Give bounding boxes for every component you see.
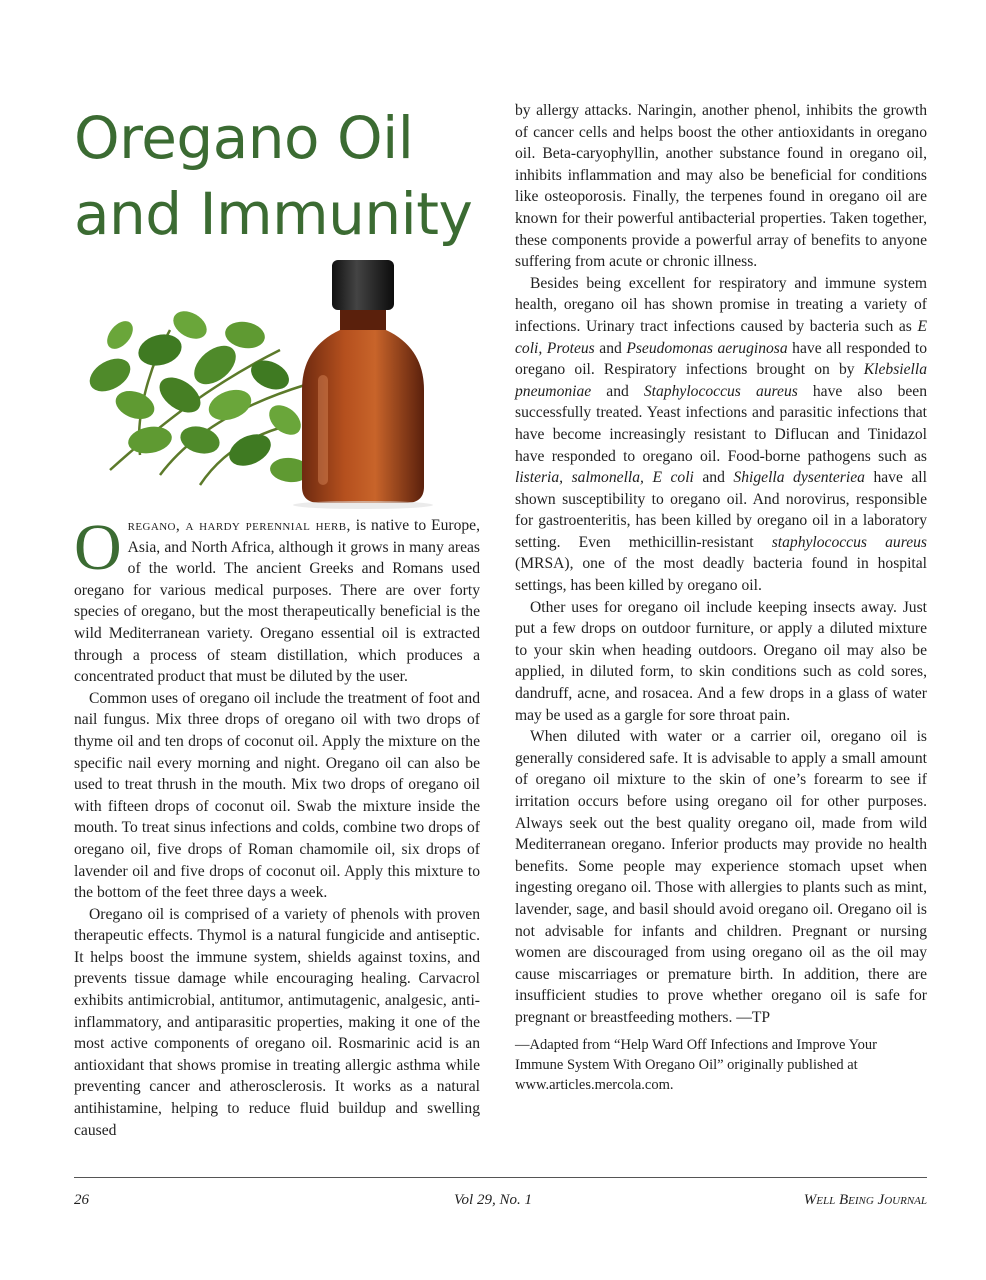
italic-term: Klebsiella pneumoniae [515,361,927,400]
italic-term: Pseudomonas aeruginosa [626,339,788,357]
oregano-oil-photo [40,255,480,510]
footer-rule [74,1177,927,1178]
paragraph-infections [515,273,927,597]
text-run: and [594,339,627,357]
amber-oil-bottle [302,260,424,503]
title-line-2: and Immunity [74,180,473,248]
text-run: (MRSA), one of the most deadly bacteria found in hospital settings, has been killed by oregano oil. [515,555,927,595]
text-run: and [591,382,644,400]
page-number: 26 [74,1192,89,1208]
paragraph-uses: Common uses of oregano oil include the treatment of foot and nail fungus. Mix three drops of oregano oil with two drops of thyme oil and ten drops of coconut oil. Apply the mixture on the specific nail every morning and night. Oregano oil can also be used to treat thrush in the mouth. Mix two drops of oregano oil with fifteen drops of coconut oil. Swab the mixture inside the mouth. To treat sinus infections and colds, combine two drops of oregano oil, five drops of Roman chamomile oil, six drops of lavender oil and five drops of coconut oil. Apply this mixture to the bottom of the feet three days a week. [74,689,480,902]
text-run: have all responded to oregano oil. Respiratory infections brought on by [515,339,927,379]
italic-term: Shigella dysenteriea [733,469,865,487]
lead-in: regano, a hardy perennial herb, [127,517,351,534]
text-run: have also been successfully treated. Yeast infections and parasitic infections that have become increasingly resistant to Diflucan and Tinidazol have responded to oregano oil. Food-borne pathogens such as [515,382,928,465]
paragraph-continued: by allergy attacks. Naringin, another phenol, inhibits the growth of cancer cells and helps boost the other antioxidants in oregano oil. Beta-caryophyllin, another substance found in oregano oil, inhibits inflammation and may also be beneficial for conditions like osteoporosis. Finally, the terpenes found in oregano oil are known for their powerful antibacterial properties. Taken together, these components provide a powerful array of benefits to anyone suffering from acute or chronic illness. [515,102,927,271]
italic-term: E coli, Proteus [515,317,927,357]
intro-text: is native to Europe, Asia, and North Africa, although it grows in many areas of the world. The ancient Greeks and Romans used oregano for various medical purposes. There are over forty species of oregano, but the most therapeutically beneficial is the wild Mediterranean variety. Oregano essential oil is extracted through a process of steam distillation, which produces a concentrated product that must be diluted by the user. [74,517,481,686]
intro-paragraph [74,511,481,688]
paragraph-safety: When diluted with water or a carrier oil, oregano oil is generally considered safe. It is advisable to apply a small amount of oregano oil mixture to the skin of one’s forearm to see if irritation occurs before using oregano oil for other purposes. Always seek out the best quality oregano oil, made from wild Mediterranean oregano. Inferior products may provide no health benefits. Some people may experience stomach upset when ingesting oregano oil. Those with allergies to plants such as mint, lavender, sage, and basil should avoid oregano oil. Oregano oil is not advisable for infants and children. Pregnant or nursing women are discouraged from using oregano oil as the oil may cause miscarriages or premature birth. In addition, there are insufficient studies to prove whether oregano oil is safe for pregnant or breastfeeding mothers. —TP [515,728,927,1026]
italic-term: listeria, salmonella, E coli [515,469,694,487]
italic-term: Staphylococcus aureus [643,382,798,400]
article-title [74,100,472,252]
text-run: Besides being excellent for respiratory and immune system health, oregano oil has shown promise in treating a variety of infections. Urinary tract infections caused by bacteria such as [515,274,927,335]
italic-term: staphylococcus aureus [771,533,927,551]
source-credit: —Adapted from “Help Ward Off Infections and Improve Your Immune System With Oregano Oil” originally published at www.articles.mercola.com. [515,1036,877,1093]
journal-name: Well Being Journal [803,1192,927,1208]
paragraph-phenols: Oregano oil is comprised of a variety of phenols with proven therapeutic effects. Thymol is a natural fungicide and antiseptic. It helps boost the immune system, shields against toxins, and prevents tissue damage while encouraging healing. Carvacrol exhibits antimicrobial, antitumor, antimutagenic, analgesic, anti-inflammatory, and antiparasitic properties, making it one of the most active components of oregano oil. Rosmarinic acid is an antioxidant that shows promise in treating allergic asthma while preventing cancer and atherosclerosis. It works as a natural antihistamine, helping to reduce fluid buildup and swelling caused [74,905,480,1139]
right-column [515,100,927,1095]
paragraph-other-uses: Other uses for oregano oil include keeping insects away. Just put a few drops on outdoor furniture, or apply a diluted mixture to your skin when heading outdoors. Oregano oil may also be applied, in diluted form, to skin conditions such as cold sores, dandruff, acne, and rosacea. And a few drops in a glass of water may be used as a gargle for sore throat pain. [515,598,927,724]
issue-label: Vol 29, No. 1 [454,1192,532,1208]
drop-cap: O [74,511,122,584]
text-run: and [693,469,734,487]
text-run: have all shown susceptibility to oregano oil. And norovirus, responsible for gastroenteritis, has been killed by oregano oil in a laboratory setting. Even methicillin-resistant [515,469,927,551]
title-line-1: Oregano Oil [74,104,414,172]
left-column [74,511,481,1141]
